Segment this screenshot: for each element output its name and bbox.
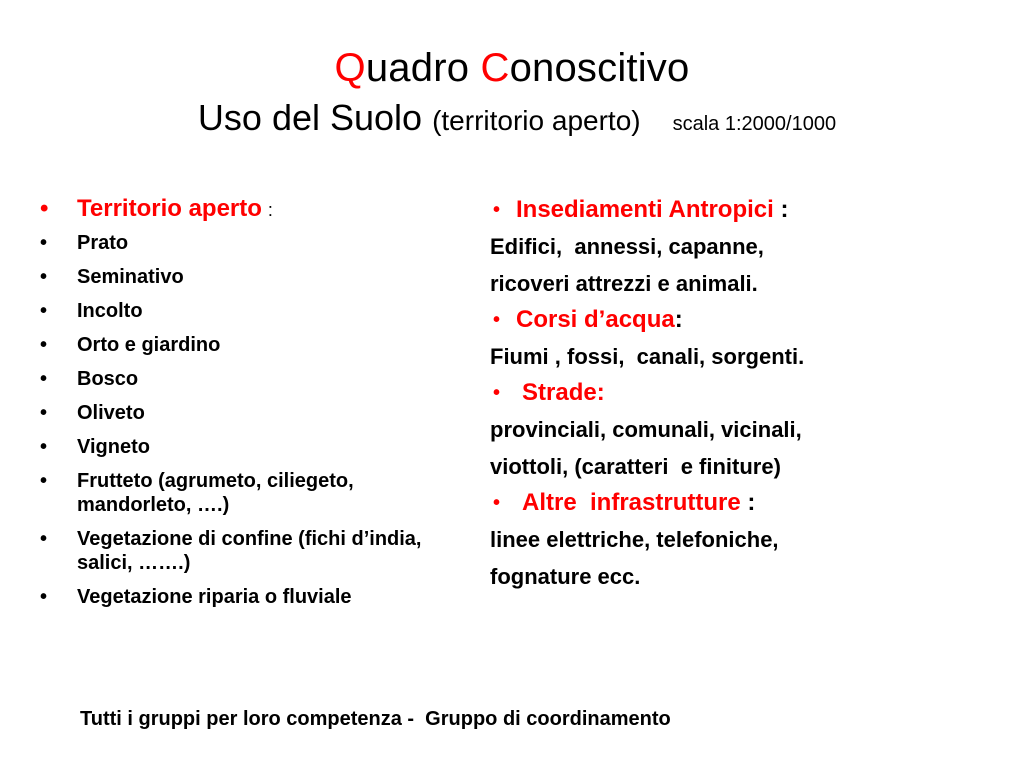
section-text-line: fognature ecc. — [490, 564, 641, 589]
title-c-rest: onoscitivo — [509, 46, 690, 90]
section-heading-label: Altre infrastrutture — [522, 489, 741, 516]
title-line-2 — [0, 94, 1024, 148]
list-item-label: Seminativo — [77, 266, 184, 288]
section-heading-label: Corsi d’acqua — [516, 306, 675, 333]
list-item-label: Oliveto — [77, 402, 145, 424]
section-text-line: provinciali, comunali, vicinali, — [490, 417, 802, 442]
bullet-icon: • — [40, 586, 48, 608]
section-heading-colon: : — [773, 196, 789, 223]
list-item-label: Frutteto (agrumeto, ciliegeto, mandorleto, ….) — [77, 470, 354, 516]
section-heading-insediamenti — [490, 192, 990, 228]
list-item-label: Prato — [77, 232, 129, 254]
title-c-letter: C — [480, 46, 510, 90]
section-heading-colon: : — [596, 379, 605, 406]
list-item-label: Vigneto — [77, 436, 150, 458]
bullet-icon: • — [40, 232, 48, 254]
section-heading-label: Strade — [522, 379, 597, 406]
bullet-icon: • — [40, 470, 48, 492]
right-column — [490, 192, 990, 595]
list-item — [40, 333, 440, 357]
list-item-label: Orto e giardino — [77, 334, 221, 356]
heading-label: Territorio aperto — [77, 195, 262, 222]
list-item — [40, 527, 440, 575]
bullet-icon: • — [40, 402, 48, 424]
left-column — [40, 194, 440, 619]
slide-title — [0, 42, 1024, 148]
section-heading-colon: : — [674, 306, 683, 333]
bullet-icon: • — [40, 266, 48, 288]
bullet-icon: • — [40, 195, 49, 222]
section-heading-corsi — [490, 302, 990, 338]
title-q-rest: uadro — [365, 46, 481, 90]
list-item-label: Bosco — [77, 368, 139, 390]
section-text-line: ricoveri attrezzi e animali. — [490, 271, 758, 296]
bullet-icon: • — [493, 199, 501, 221]
list-item — [40, 401, 440, 425]
list-item — [40, 299, 440, 323]
list-item — [40, 435, 440, 459]
bullet-icon: • — [40, 368, 48, 390]
bullet-icon: • — [40, 436, 48, 458]
land-use-list — [40, 194, 440, 609]
bullet-icon: • — [40, 334, 48, 356]
section-heading-infrastrutture — [490, 485, 990, 521]
list-item-label: Incolto — [77, 300, 143, 322]
list-heading — [40, 194, 440, 225]
section-text-line: viottoli, (caratteri e finiture) — [490, 454, 781, 479]
title-line-1 — [0, 42, 1024, 94]
section-text-line: Edifici, annessi, capanne, — [490, 234, 764, 259]
section-heading-strade — [490, 375, 990, 411]
bullet-icon: • — [40, 300, 48, 322]
list-item-label: Vegetazione di confine (fichi d’india, salici, …….) — [77, 528, 422, 574]
heading-colon: : — [267, 200, 273, 220]
list-item — [40, 585, 440, 609]
title-q-letter: Q — [334, 46, 366, 90]
list-item — [40, 231, 440, 255]
footer-note: Tutti i gruppi per loro competenza - Gruppo di coordinamento — [80, 708, 671, 730]
title-main: Uso del Suolo — [197, 97, 423, 138]
bullet-icon: • — [493, 492, 501, 514]
bullet-icon: • — [493, 382, 501, 404]
section-heading-colon: : — [740, 489, 756, 516]
title-subtitle: (territorio aperto) — [432, 105, 641, 136]
section-text-line: linee elettriche, telefoniche, — [490, 527, 779, 552]
list-item — [40, 265, 440, 289]
list-item-label: Vegetazione riparia o fluviale — [77, 586, 352, 608]
section-text-line: Fiumi , fossi, canali, sorgenti. — [490, 344, 805, 369]
bullet-icon: • — [493, 309, 501, 331]
list-item — [40, 367, 440, 391]
section-heading-label: Insediamenti Antropici — [516, 196, 774, 223]
list-item — [40, 469, 440, 517]
title-scale: scala 1:2000/1000 — [672, 113, 837, 135]
bullet-icon: • — [40, 528, 48, 550]
